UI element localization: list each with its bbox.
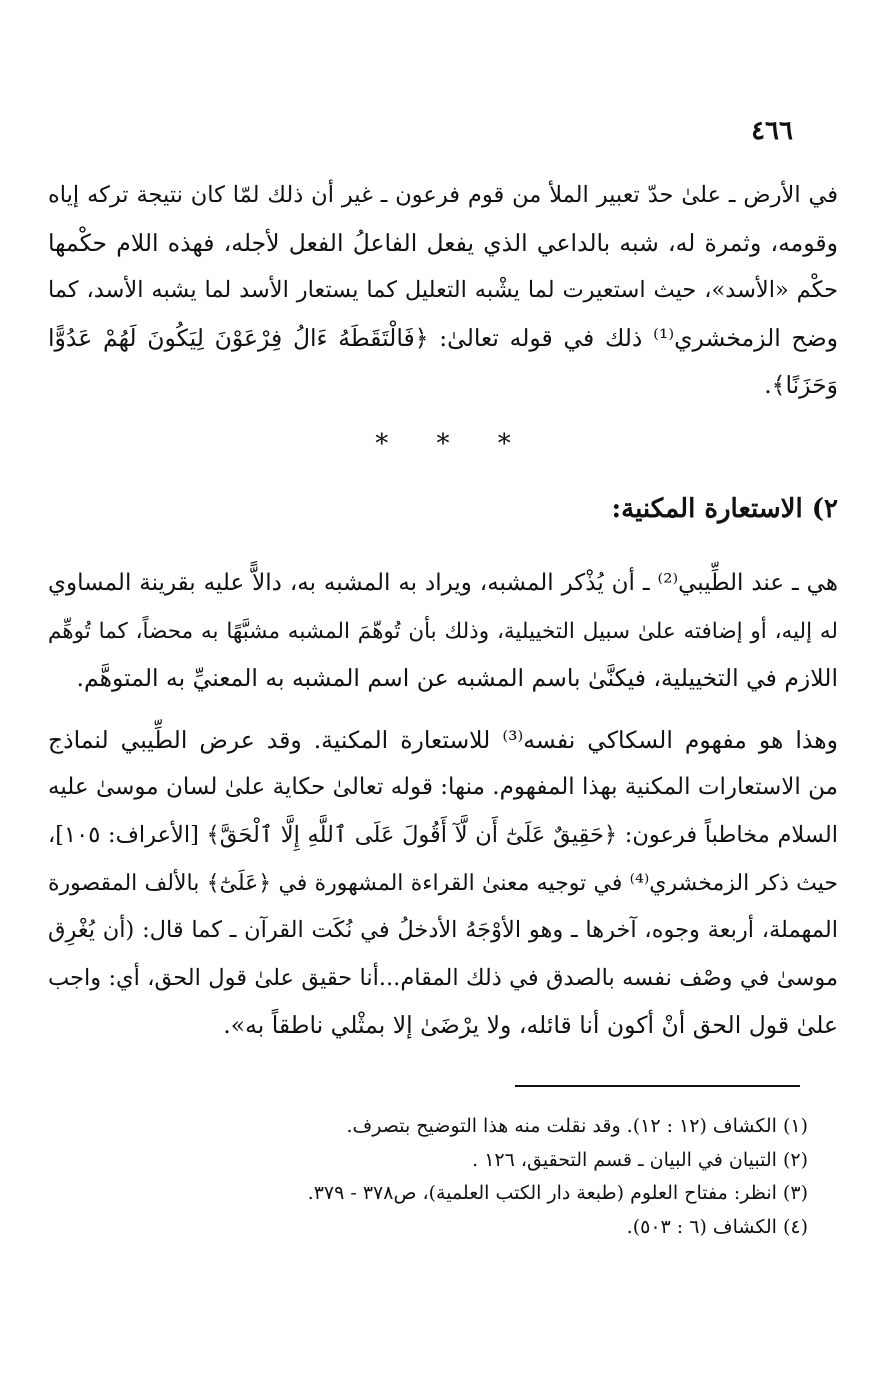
section-separator: * * * — [375, 428, 511, 459]
text-line: السلام مخاطباً فرعون: ﴿حَقِيقٌ عَلَىٰٓ أَن لَّآ أَقُولَ عَلَى ٱللَّهِ إِلَّا ٱلْحَقَّ﴾ [الأعراف: ١٠٥]، — [48, 821, 838, 848]
text-line: المهملة، أربعة وجوه، آخرها ـ وهو الأوْجَهُ الأدخلُ في نُكَت القرآن ـ كما قال: (أن يُغْرِق — [48, 917, 838, 944]
page-number: ٤٦٦ — [751, 116, 793, 146]
footnote: (٤) الكشاف (٦ : ٥٠٣). — [626, 1215, 808, 1238]
footnote: (٢) التبيان في البيان ـ قسم التحقيق، ١٢٦ . — [472, 1148, 808, 1171]
text-line: علىٰ قول الحق أنْ أكون أنا قائله، ولا يرْضَىٰ إلا بمثْلي ناطقاً به». — [223, 1011, 838, 1040]
text-line: وقومه، وثمرة له، شبه بالداعي الذي يفعل الفاعلُ الفعل لأجله، فهذه اللام حكْمها — [48, 228, 838, 257]
text-line: من الاستعارات المكنية بهذا المفهوم. منها: قوله تعالىٰ حكاية علىٰ لسان موسىٰ عليه — [48, 774, 838, 801]
text-line: اللازم في التخييلية، فيكنَّىٰ باسم المشبه عن اسم المشبه به المعنيِّ به المتوهَّم. — [76, 664, 838, 693]
footnote: (٣) انظر: مفتاح العلوم (طبعة دار الكتب العلمية)، ص٣٧٨ - ٣٧٩. — [307, 1182, 808, 1204]
section-heading: ٢) الاستعارة المكنية: — [611, 493, 838, 524]
text-line: حكْم «الأسد»، حيث استعيرت لما يشْبه التعليل كما يستعار الأسد لما يشبه الأسد، كما — [48, 277, 838, 304]
text-line: في الأرض ـ علىٰ حدّ تعبير الملأ من قوم فرعون ـ غير أن ذلك لمّا كان نتيجة تركه إياه — [48, 182, 838, 208]
text-line: موسىٰ في وصْف نفسه بالصدق في ذلك المقام...أنا حقيق علىٰ قول الحق، أي: واجب — [48, 964, 838, 991]
paragraph-continuation — [48, 172, 838, 410]
text-line: وهذا هو مفهوم السكاكي نفسه⁽³⁾ للاستعارة المكنية. وقد عرض الطِّيبي لنماذج — [48, 725, 838, 754]
paragraph-gap — [48, 703, 838, 717]
paragraph-definition — [48, 560, 838, 703]
footnotes — [48, 1110, 808, 1244]
text-line: وضح الزمخشري⁽¹⁾ ذلك في قوله تعالىٰ: ﴿فَالْتَقَطَهُ ءَالُ فِرْعَوْنَ لِيَكُونَ لَهُمْ عَدُوًّا — [48, 323, 838, 352]
text-line: حيث ذكر الزمخشري⁽⁴⁾ في توجيه معنىٰ القراءة المشهورة في ﴿عَلَىٰٓ﴾ بالألف المقصورة — [48, 870, 838, 896]
footnote: (١) الكشاف (١٢ : ١٢). وقد نقلت منه هذا التوضيح بتصرف. — [346, 1115, 808, 1137]
text-line: وَحَزَنًا﴾. — [764, 371, 838, 400]
main-text — [48, 172, 838, 1050]
footnote-separator — [515, 1085, 800, 1087]
text-line: هي ـ عند الطِّيبي⁽²⁾ ـ أن يُذْكر المشبه، ويراد به المشبه به، دالاًّ عليه بقرينة المساوي — [48, 569, 838, 596]
paragraph-examples — [48, 717, 838, 1050]
text-line: له إليه، أو إضافته علىٰ سبيل التخييلية، وذلك بأن تُوهّمَ المشبه مشبَّهًا به محضاً، كما تُوهِّم — [48, 618, 838, 644]
